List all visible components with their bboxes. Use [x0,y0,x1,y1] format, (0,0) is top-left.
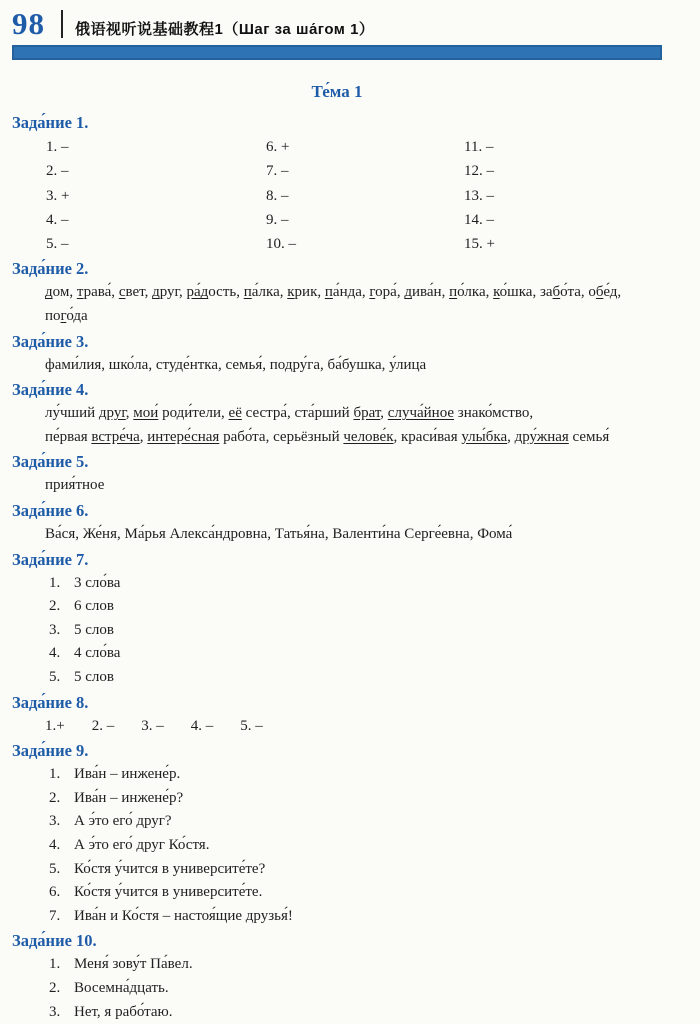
item-number: 3. [49,1003,61,1020]
inline-answer: 5. – [240,717,263,734]
answer-cell: 13. – [464,187,494,204]
item-text: 5 слов [74,621,114,638]
item-number: 5. [49,860,61,877]
list-item [49,763,662,787]
item-text: 6 слов [74,598,114,615]
grid-column [464,135,662,256]
answer-line: лу́чший друг, мои́ роди́тели, её сестра́, ста́рший брат, случа́йное знако́мство, [45,405,534,422]
task-heading: Зада́ние 9. [12,741,89,761]
answer-cell: 6. + [266,139,290,155]
item-number: 2. [49,598,61,615]
answer-cell: 5. – [46,236,69,253]
item-text: Ко́стя у́чится в университе́те? [74,860,266,877]
inline-answer: 4. – [190,717,214,734]
answer-cell: 1. – [46,139,69,155]
grid-column [266,135,464,256]
list-item [49,953,662,977]
task-heading: Зада́ние 10. [12,931,97,951]
inline-answer: 3. – [141,717,164,734]
task-heading: Зада́ние 8. [12,692,89,712]
answer-cell: 4. – [46,211,69,228]
task-heading: Зада́ние 5. [12,452,89,472]
answer-list [12,763,662,928]
item-text: 3 сло́ва [74,574,121,591]
list-item [49,834,662,858]
list-item [49,666,662,690]
list-item [49,858,662,882]
page-content [12,110,662,1024]
task-section-9 [12,738,662,928]
answer-line: дом, трава́, свет, друг, ра́дость, па́лка, крик, па́нда, гора́, дива́н, по́лка, ко́шка, забо́та, обе́д, [45,284,622,301]
item-text: Восемна́дцать. [74,979,169,996]
answer-cell: 12. – [464,163,494,180]
list-item [49,787,662,811]
answer-cell: 14. – [464,211,494,228]
task-heading: Зада́ние 6. [12,501,89,521]
item-text: Ива́н – инжене́р. [74,766,181,783]
item-number: 7. [49,907,61,924]
item-number: 4. [49,645,61,662]
task-section-4 [12,377,662,449]
item-text: Меня́ зову́т Па́вел. [74,956,193,973]
page-header [12,8,662,40]
item-number: 1. [49,574,61,591]
task-section-7 [12,547,662,690]
task-section-6 [12,498,662,547]
theme-title: Те́ма 1 [311,82,363,101]
item-text: Ива́н – инжене́р? [74,789,184,806]
answer-cell: 3. + [46,187,70,204]
inline-answers [12,715,662,739]
task-heading: Зада́ние 4. [12,380,89,400]
list-item [49,905,662,929]
answer-line: прия́тное [45,477,105,494]
task-heading: Зада́ние 1. [12,113,89,132]
answer-list [12,953,662,1024]
task-section-2 [12,256,662,328]
inline-answer: 2. – [91,717,115,734]
task-heading: Зада́ние 7. [12,549,89,569]
book-title: 俄语视听说基础教程1（Шаг за ша́гом 1） [75,21,375,38]
header-rule [12,45,662,60]
answer-cell: 9. – [266,211,289,228]
answer-cell: 11. – [464,139,494,155]
answer-cell: 8. – [266,187,289,204]
answer-line: пе́рвая встре́ча, интере́сная рабо́та, серьёзный челове́к, краси́вая улы́бка, дру́жная семья́ [45,428,610,445]
task-section-8 [12,690,662,739]
item-number: 2. [49,789,61,806]
list-item [49,1001,662,1024]
item-text: А э́то его́ друг Ко́стя. [74,836,210,853]
page-number: 98 [12,6,45,41]
answer-line: фами́лия, шко́ла, студе́нтка, семья́, подру́га, ба́бушка, у́лица [45,356,427,373]
item-number: 6. [49,884,61,901]
item-number: 5. [49,669,61,686]
list-item [49,881,662,905]
item-number: 4. [49,836,61,853]
list-item [49,642,662,666]
list-item [49,810,662,834]
answer-grid [12,135,662,256]
inline-answer: 1.+ [45,717,65,734]
list-item [49,619,662,643]
header-divider [61,10,63,38]
item-number: 1. [49,766,61,783]
list-item [49,977,662,1001]
list-item [49,572,662,596]
item-number: 2. [49,979,61,996]
answer-line: пого́да [45,308,88,325]
answer-cell: 10. – [266,236,296,253]
task-section-1 [12,110,662,256]
answer-cell: 15. + [464,236,495,253]
task-section-5 [12,449,662,498]
item-text: А э́то его́ друг? [74,813,172,830]
item-text: 5 слов [74,669,114,686]
item-number: 1. [49,956,61,973]
answer-cell: 7. – [266,163,289,180]
list-item [49,595,662,619]
item-text: 4 сло́ва [74,645,121,662]
item-number: 3. [49,621,61,638]
item-text: Ко́стя у́чится в университе́те. [74,884,263,901]
task-heading: Зада́ние 3. [12,331,89,351]
answer-line: Ва́ся, Же́ня, Ма́рья Алекса́ндровна, Татья́на, Валенти́на Серге́евна, Фома́ [45,526,513,543]
task-heading: Зада́ние 2. [12,259,89,279]
task-section-10 [12,928,662,1024]
item-text: Ива́н и Ко́стя – настоя́щие друзья́! [74,907,293,924]
task-section-3 [12,329,662,378]
grid-column [46,135,266,256]
answer-cell: 2. – [46,163,69,180]
answer-list [12,572,662,690]
item-number: 3. [49,813,61,830]
item-text: Нет, я рабо́таю. [74,1003,173,1020]
